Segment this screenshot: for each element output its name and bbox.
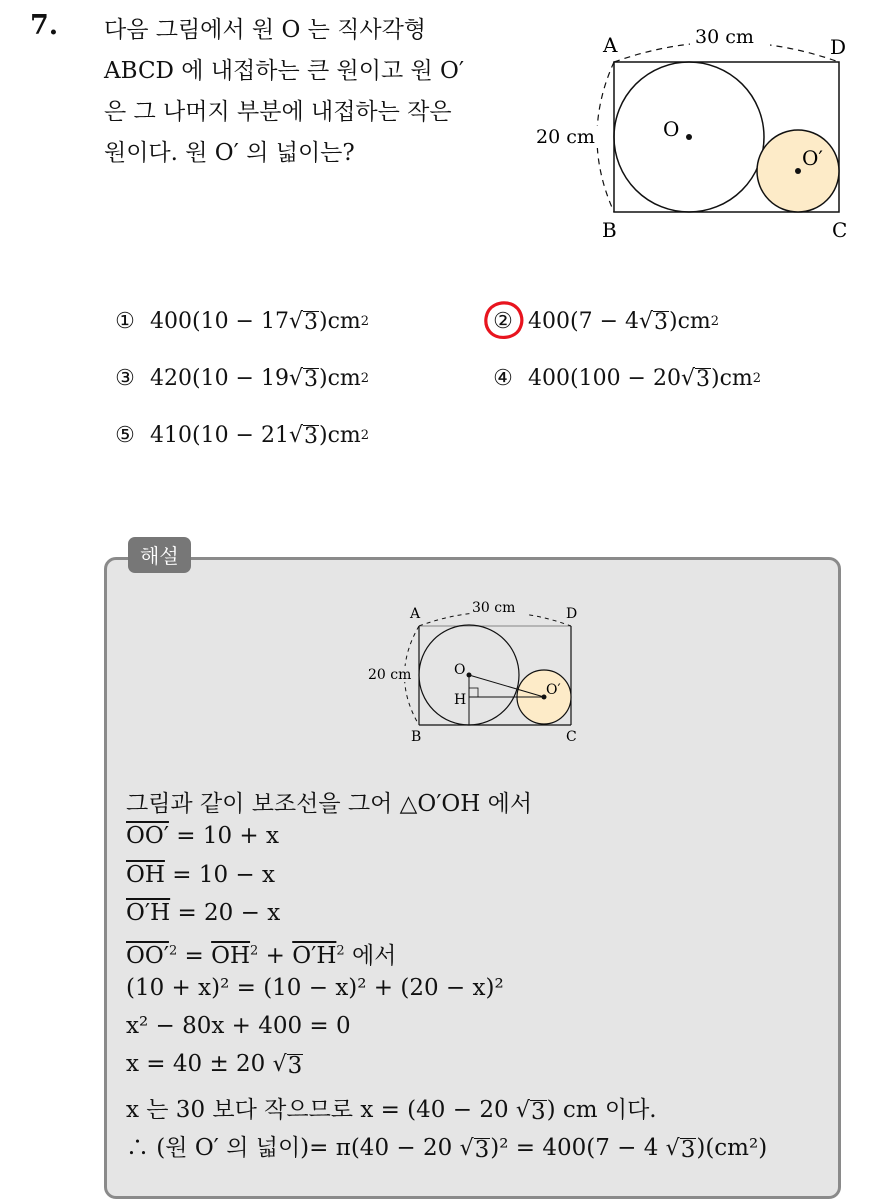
choice-unit: )cm (319, 309, 361, 334)
label-o-prime: O′ (546, 682, 561, 698)
solution-tab: 해설 (128, 537, 191, 573)
solution-figure (360, 598, 590, 748)
selected-answer-circle (481, 298, 525, 342)
label-b: B (411, 729, 422, 745)
question-line: 원이다. 원 O′ 의 넓이는? (104, 140, 355, 166)
label-o-prime: O′ (802, 146, 823, 170)
choice-unit: )cm (319, 366, 361, 391)
choice-mark: ① (115, 309, 135, 334)
choice-unit: )cm (669, 309, 711, 334)
choice-3[interactable]: ③ 420(10 − 19 √ 3 )cm 2 (112, 366, 369, 391)
height-label: 20 cm (368, 667, 412, 683)
solution-line-8: x = 40 ± 20 √ 3 (126, 1051, 303, 1079)
choice-mark: ④ (493, 366, 513, 391)
label-d: D (566, 606, 578, 622)
label-c: C (832, 218, 848, 242)
center-o-dot (686, 134, 692, 140)
question-text (104, 10, 524, 174)
label-a: A (410, 606, 421, 622)
solution-line-10: ∴ (원 O′ 의 넓이)= π(40 − 20 √ 3 )² = 400(7 − 4 √ 3 )(cm²) (126, 1135, 768, 1163)
label-a: A (603, 33, 618, 57)
sqrt: √ 3 (288, 366, 319, 392)
choice-expr: 410(10 − 21 (150, 423, 289, 448)
choice-mark: ② (493, 309, 513, 334)
label-h: H (454, 692, 467, 708)
choice-mark: ③ (115, 366, 135, 391)
sqrt: √ 3 (288, 309, 319, 335)
sqrt: √ 3 (680, 366, 711, 392)
question-line: ABCD 에 내접하는 큰 원이고 원 O′ (104, 58, 465, 84)
choice-5[interactable]: ⑤ 410(10 − 21 √ 3 )cm 2 (112, 423, 369, 448)
question-line: 다음 그림에서 원 O 는 직사각형 (104, 17, 427, 43)
label-o: O (663, 117, 680, 141)
solution-line-2: OO′ = 10 + x (126, 823, 279, 849)
label-b: B (602, 218, 617, 242)
question-number: 7. (30, 10, 59, 41)
solution-line-1: 그림과 같이 보조선을 그어 △O′OH 에서 (126, 791, 533, 817)
solution-line-7: x² − 80x + 400 = 0 (126, 1013, 351, 1039)
solution-line-6: (10 + x)² = (10 − x)² + (20 − x)² (126, 975, 504, 1001)
question-line: 은 그 나머지 부분에 내접하는 작은 (104, 99, 452, 125)
choice-expr: 420(10 − 19 (150, 366, 289, 391)
label-c: C (566, 729, 577, 745)
sqrt: √ 3 (639, 309, 669, 335)
width-label: 30 cm (472, 600, 516, 616)
choice-expr: 400(10 − 17 (150, 309, 289, 334)
choice-unit: )cm (711, 366, 753, 391)
label-d: D (830, 35, 847, 59)
solution-line-9: x 는 30 보다 작으므로 x = (40 − 20 √ 3 ) cm 이다. (126, 1097, 657, 1125)
choice-expr: 400(7 − 4 (528, 309, 639, 334)
solution-line-4: O′H = 20 − x (126, 900, 281, 926)
solution-line-5: $OO'^2 = \overline{OH}^2 + O'H^2$ 에서 (126, 943, 397, 969)
center-o-prime-dot (795, 168, 801, 174)
choice-1[interactable]: ① 400(10 − 17 √ 3 )cm 2 (112, 309, 369, 334)
label-o: O (454, 662, 466, 678)
sqrt: √ 3 (288, 423, 319, 449)
choice-2[interactable]: ② 400(7 − 4 √ 3 )cm 2 (490, 309, 719, 334)
question-figure (530, 22, 860, 247)
choice-mark: ⑤ (115, 423, 135, 448)
width-label: 30 cm (695, 26, 754, 48)
solution-line-3: $\overline{OH} = 10 - x$ (126, 862, 275, 888)
choice-unit: )cm (319, 423, 361, 448)
height-label: 20 cm (536, 126, 595, 148)
right-angle-mark (469, 688, 478, 697)
choice-4[interactable]: ④ 400(100 − 20 √ 3 )cm 2 (490, 366, 761, 391)
choice-expr: 400(100 − 20 (528, 366, 681, 391)
